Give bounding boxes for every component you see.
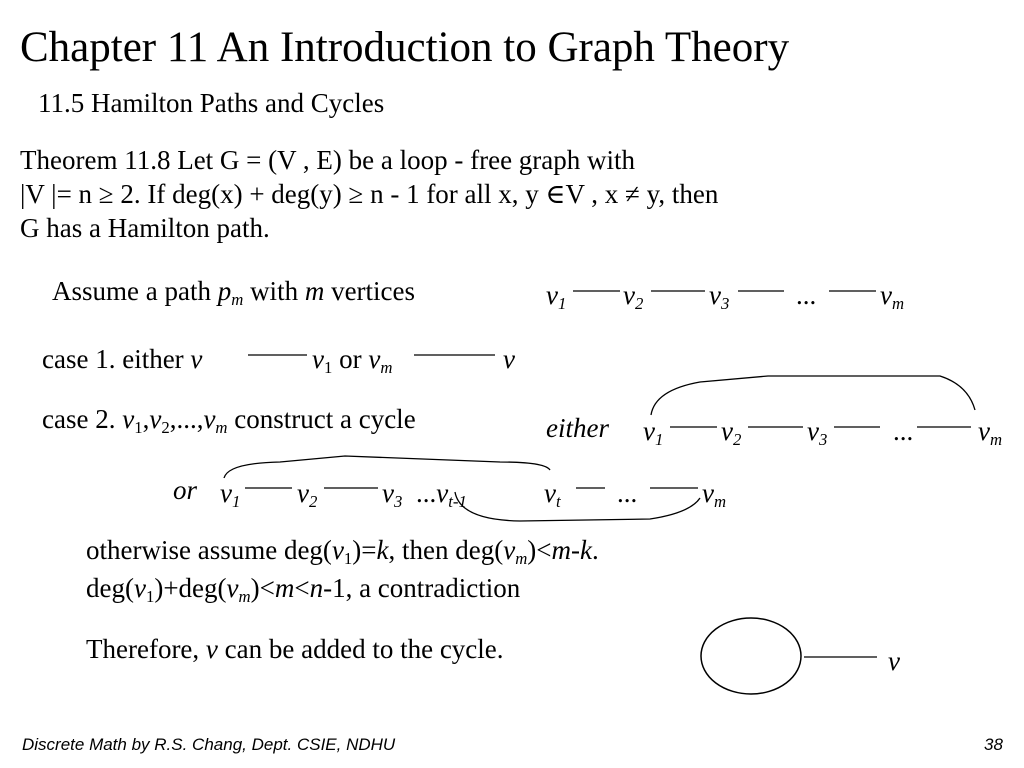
or-vertex-1: $v_1$ xyxy=(220,478,241,512)
or-vertex-t: $v_t$ xyxy=(544,478,561,512)
theorem-line-3: G has a Hamilton path. xyxy=(20,213,270,243)
or-ellipsis: ... xyxy=(617,478,638,508)
or-vertex-m: $v_m$ xyxy=(702,478,727,512)
case-1-v-end: v xyxy=(503,344,515,374)
or-arc-vt1-vm xyxy=(455,492,700,521)
either-vertex-m: $v_m$ xyxy=(978,416,1003,450)
assume-path-text: Assume a path $p_m$ with m vertices xyxy=(52,276,416,310)
or-vertex-2: $v_2$ xyxy=(297,478,318,512)
theorem-line-1: Theorem 11.8 Let G = (V , E) be a loop - free graph with xyxy=(20,145,636,175)
path-top-vertex-2: $v_2$ xyxy=(623,280,644,314)
or-vertex-t-minus-1: $...v_{t-1}$ xyxy=(416,478,467,512)
slide-title: Chapter 11 An Introduction to Graph Theory xyxy=(20,24,790,71)
cycle-diagram-v-label: v xyxy=(888,646,900,676)
path-top-vertex-1: $v_1$ xyxy=(546,280,567,314)
path-top-ellipsis: ... xyxy=(796,280,817,310)
or-arc-v1-vt xyxy=(224,456,550,478)
cycle-circle xyxy=(701,618,801,694)
either-vertex-2: $v_2$ xyxy=(721,416,742,450)
page-number: 38 xyxy=(984,735,1003,754)
therefore-text: Therefore, v can be added to the cycle. xyxy=(86,634,504,664)
case-1-text: case 1. either v xyxy=(42,344,203,374)
either-cycle-arc xyxy=(651,376,975,415)
theorem-line-2: |V |= n ≥ 2. If deg(x) + deg(y) ≥ n - 1 for all x, y ∈V , x ≠ y, then xyxy=(20,179,719,209)
either-vertex-3: $v_3$ xyxy=(807,416,828,450)
or-vertex-3: $v_3$ xyxy=(382,478,403,512)
either-label: either xyxy=(546,413,609,443)
otherwise-line-2: $deg(v_1)+deg(v_m)<m<n-1$, a contradiction xyxy=(86,573,521,607)
path-top-vertex-3: $v_3$ xyxy=(709,280,730,314)
section-subtitle: 11.5 Hamilton Paths and Cycles xyxy=(38,88,385,118)
footer-credit: Discrete Math by R.S. Chang, Dept. CSIE, NDHU xyxy=(22,735,396,754)
either-vertex-1: $v_1$ xyxy=(643,416,664,450)
case-1-v1-or-vm: $v_1$ or $v_m$ xyxy=(312,344,393,378)
or-label: or xyxy=(173,475,198,505)
case-2-text: case 2. $v_1,v_2,...,v_m$ construct a cycle xyxy=(42,404,416,438)
either-ellipsis: ... xyxy=(893,416,914,446)
path-top-vertex-m: $v_m$ xyxy=(880,280,905,314)
otherwise-line-1: otherwise assume $deg(v_1)=k$, then $deg(v_m)<m-k$. xyxy=(86,535,599,569)
